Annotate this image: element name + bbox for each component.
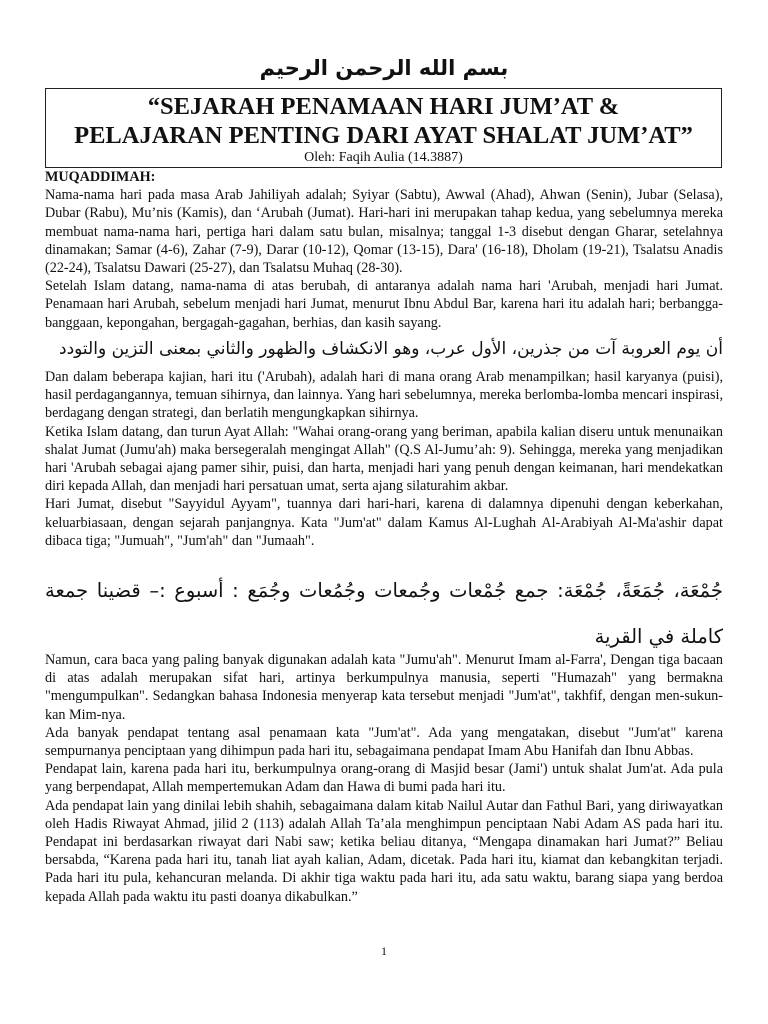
- paragraph: Nama-nama hari pada masa Arab Jahiliyah adalah; Syiyar (Sabtu), Awwal (Ahad), Ahwan (Senin), Jubar (Selasa), Dubar (Rabu), Mu’nis (Kamis), dan ‘Arubah (Jumat). Hari-hari ini merupakan tahap kedua, yang sebelumnya mereka membuat nama-nama hari, pertiga hari dalam satu bulan, misalnya; tanggal 1-3 disebut dengan Gharar, setelahnya dinamakan; Samar (4-6), Zahar (7-9), Darar (10-12), Qomar (13-15), Dara' (16-18), Dholam (19-21), Tsalatsu Anadis (22-24), Tsalatsu Dawari (25-27), dan Tsalatsu Muhaq (28-30).: [45, 187, 723, 277]
- basmalah: بسم الله الرحمن الرحيم: [259, 56, 509, 80]
- paragraph: Hari Jumat, disebut "Sayyidul Ayyam", tuannya dari hari-hari, karena di dalamnya dipenuhi dengan keberkahan, keluarbiasaan, dengan sejarah panjangnya. Kata "Jum'at" dalam Kamus Al-Lughah Al-Arabiyah Al-Ma'ashir dapat dibaca tiga; "Jumuah", "Jum'ah" dan "Jumaah".: [45, 496, 723, 549]
- title-line-2: PELAJARAN PENTING DARI AYAT SHALAT JUM’AT”: [74, 122, 693, 149]
- paragraph: Dan dalam beberapa kajian, hari itu ('Arubah), adalah hari di mana orang Arab menampilkan; hasil karyanya (puisi), hasil perdagangannya, temuan sihirnya, dan lainnya. Yang hari sebelumnya, mereka berlomba-lomba mencari inspirasi, berdagang dengan strategi, dan berlatih mengungkapkan sihirnya.: [45, 369, 723, 422]
- paragraph: Namun, cara baca yang paling banyak digunakan adalah kata "Jumu'ah". Menurut Imam al-Farra', Dengan tiga bacaan di atas adalah merupakan sifat hari, artinya berkumpulnya manusia, seperti "Humazah" yang bermakna "mengumpulkan". Sedangkan bahasa Indonesia menyerap kata tersebut menjadi "Jum'at", takhfif, dengan men-sukun-kan Mim-nya.: [45, 652, 723, 723]
- paragraph: Pendapat lain, karena pada hari itu, berkumpulnya orang-orang di Masjid besar (Jami') untuk shalat Jum'at. Ada pula yang berpendapat, Allah mempertemukan Adam dan Hawa di bumi pada hari itu.: [45, 761, 723, 796]
- body-section-a: [45, 168, 723, 332]
- author-line: Oleh: Faqih Aulia (14.3887): [304, 150, 463, 165]
- paragraph: Setelah Islam datang, nama-nama di atas berubah, di antaranya adalah nama hari 'Arubah, menjadi hari Jumat. Penamaan hari Arubah, sebelum menjadi hari Jumat, menurut Ibnu Abdul Bar, karena hari itu adalah hari; berbangga-banggaan, kepongahan, bergagah-gagahan, berhias, dan kasih sayang.: [45, 278, 723, 331]
- page-number: 1: [381, 944, 387, 958]
- arabic-quote-1: أن يوم العروبة آت من جذرين، الأول عرب، وهو الانكشاف والظهور والثاني بمعنى التزين والتودد: [59, 339, 723, 359]
- title-box: [45, 88, 722, 168]
- body-section-c: [45, 651, 723, 906]
- section-heading: MUQADDIMAH:: [45, 169, 156, 185]
- arabic-quote-2: جُمْعَة، جُمَعَةً، جُمْعَة: جمع جُمْعات وجُمعات وجُمُعات وجُمَع : أسبوع :– قضينا جمعة كاملة في القرية: [45, 579, 723, 648]
- paragraph: Ada pendapat lain yang dinilai lebih shahih, sebagaimana dalam kitab Nailul Autar dan Fathul Bari, yang diriwayatkan oleh Hadis Riwayat Ahmad, jilid 2 (113) adalah Allah Ta’ala menghimpun penciptaan Nabi Adam AS pada hari itu. Pendapat ini berdasarkan riwayat dari Nabi saw; ketika beliau ditanya, “Mengapa dinamakan hari Jumat?” Beliau bersabda, “Karena pada hari itu, tanah liat ayah kalian, Adam, dicetak. Pada hari itu, kiamat dan kebangkitan terjadi. Pada hari itu pula, kehancuran melanda. Di akhir tiga waktu pada hari itu, ada satu waktu, barang siapa yang berdoa kepada Allah pada waktu itu pasti doanya dikabulkan.”: [45, 797, 723, 905]
- title-line-1: “SEJARAH PENAMAAN HARI JUM’AT &: [147, 93, 620, 120]
- body-section-b: [45, 368, 723, 550]
- paragraph: Ada banyak pendapat tentang asal penamaan kata "Jum'at". Ada yang mengatakan, disebut "Jum'at" karena sempurnanya penciptaan yang dihimpun pada hari itu, sebagaimana pendapat Imam Abu Hanifah dan Ibnu Abbas.: [45, 724, 723, 760]
- paragraph: Ketika Islam datang, dan turun Ayat Allah: "Wahai orang-orang yang beriman, apabila kalian diseru untuk menunaikan shalat Jumat (Jumu'ah) maka bersegeralah mengingat Allah" (Q.S Al-Jumu’ah: 9). Sehingga, mereka yang menjadikan hari 'Arubah sebagai ajang pamer sihir, puisi, dan harta, menjadi hari yang penuh dengan keimanan, hari mendekatkan diri kepada Allah, dan menjadi hari persatuan umat, serta ajang silaturahim akbar.: [45, 423, 723, 495]
